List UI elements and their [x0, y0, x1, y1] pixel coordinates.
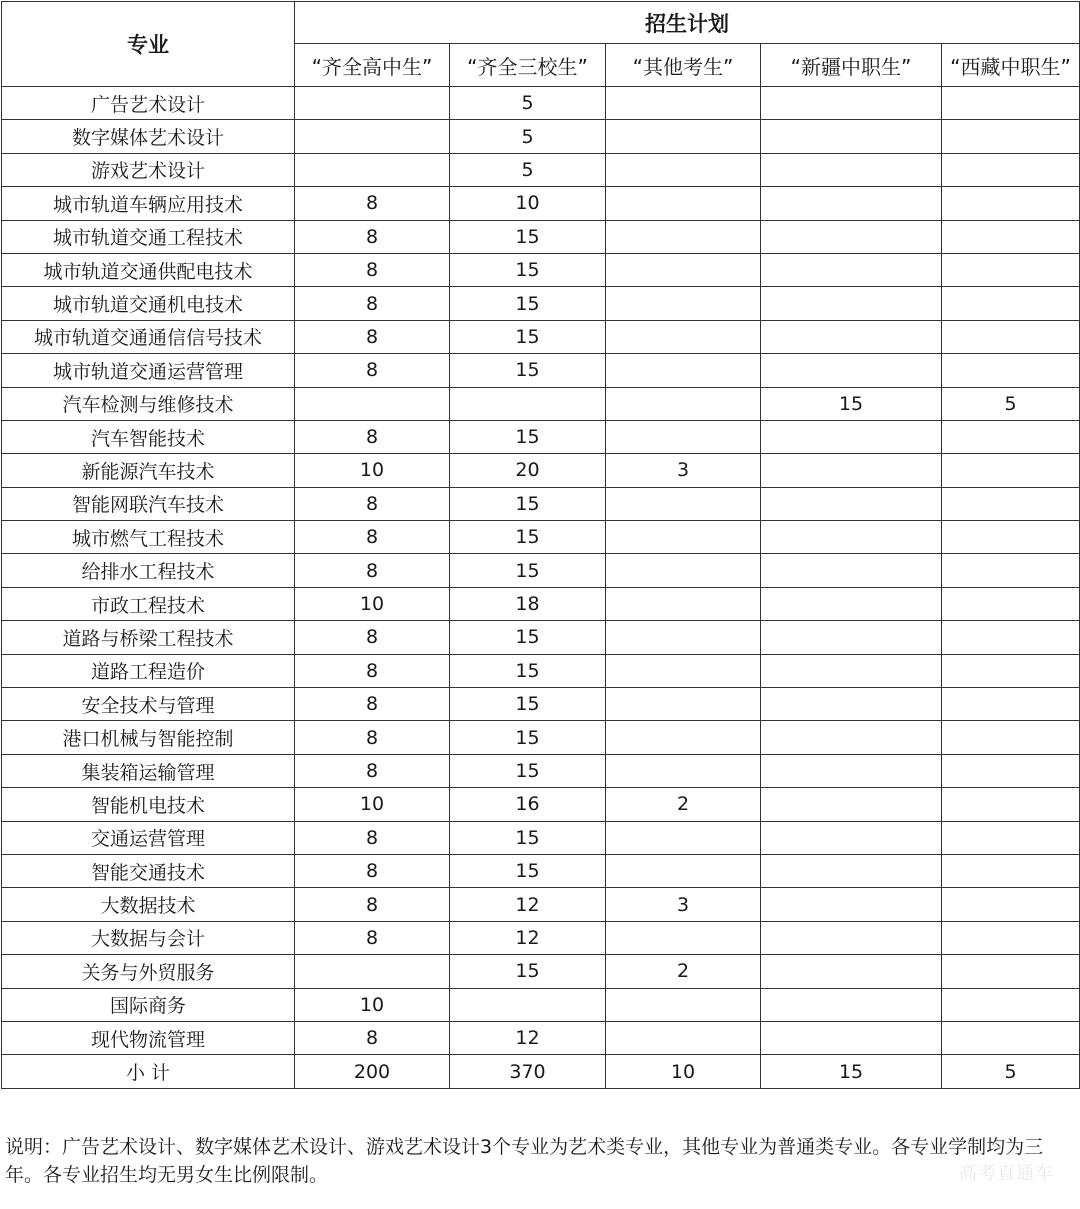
major-cell: 市政工程技术 — [2, 587, 295, 620]
table-row — [2, 888, 1080, 921]
value-cell — [606, 754, 761, 787]
value-cell — [761, 921, 942, 954]
value-cell: 12 — [450, 921, 606, 954]
value-cell — [942, 87, 1080, 120]
value-cell — [606, 253, 761, 286]
value-cell — [942, 788, 1080, 821]
value-cell — [942, 1021, 1080, 1054]
value-cell: 8 — [295, 721, 450, 754]
value-cell: 15 — [450, 554, 606, 587]
value-cell — [761, 521, 942, 554]
value-cell — [606, 988, 761, 1021]
value-cell — [606, 921, 761, 954]
value-cell — [761, 220, 942, 253]
value-cell: 15 — [450, 854, 606, 887]
value-cell — [606, 220, 761, 253]
value-cell: 15 — [450, 487, 606, 520]
value-cell — [942, 420, 1080, 453]
enrollment-plan-group-header: 招生计划 — [295, 2, 1080, 44]
value-cell: 8 — [295, 888, 450, 921]
value-cell — [450, 988, 606, 1021]
value-cell: 15 — [450, 320, 606, 353]
value-cell — [606, 287, 761, 320]
subtotal-row — [2, 1055, 1080, 1089]
value-cell — [761, 354, 942, 387]
value-cell: 15 — [450, 420, 606, 453]
major-cell: 智能机电技术 — [2, 788, 295, 821]
major-cell: 城市轨道交通供配电技术 — [2, 253, 295, 286]
value-cell — [606, 354, 761, 387]
major-cell: 给排水工程技术 — [2, 554, 295, 587]
value-cell — [761, 854, 942, 887]
value-cell: 15 — [450, 821, 606, 854]
major-cell: 城市轨道交通机电技术 — [2, 287, 295, 320]
value-cell: 8 — [295, 654, 450, 687]
table-body — [2, 87, 1080, 1089]
value-cell — [761, 320, 942, 353]
value-cell: 8 — [295, 621, 450, 654]
value-cell: 8 — [295, 220, 450, 253]
value-cell: 15 — [450, 754, 606, 787]
column-header-other-candidates: “其他考生” — [606, 44, 761, 87]
value-cell — [606, 821, 761, 854]
table-row — [2, 220, 1080, 253]
value-cell: 15 — [761, 387, 942, 420]
value-cell — [761, 721, 942, 754]
major-cell: 城市轨道车辆应用技术 — [2, 187, 295, 220]
table-row — [2, 821, 1080, 854]
table-row — [2, 955, 1080, 988]
value-cell: 15 — [450, 621, 606, 654]
value-cell — [942, 888, 1080, 921]
value-cell: 8 — [295, 253, 450, 286]
table-row — [2, 788, 1080, 821]
value-cell — [606, 554, 761, 587]
value-cell: 10 — [295, 587, 450, 620]
value-cell: 20 — [450, 454, 606, 487]
value-cell — [942, 587, 1080, 620]
value-cell — [606, 187, 761, 220]
value-cell — [761, 888, 942, 921]
value-cell: 15 — [450, 354, 606, 387]
table-row — [2, 988, 1080, 1021]
value-cell: 8 — [295, 754, 450, 787]
table-row — [2, 420, 1080, 453]
table-row — [2, 153, 1080, 186]
value-cell — [761, 287, 942, 320]
major-cell: 游戏艺术设计 — [2, 153, 295, 186]
major-cell: 道路工程造价 — [2, 654, 295, 687]
value-cell — [942, 354, 1080, 387]
value-cell: 8 — [295, 554, 450, 587]
value-cell: 5 — [450, 153, 606, 186]
major-cell: 港口机械与智能控制 — [2, 721, 295, 754]
major-cell: 城市轨道交通通信信号技术 — [2, 320, 295, 353]
value-cell: 5 — [450, 87, 606, 120]
value-cell: 10 — [450, 187, 606, 220]
watermark-text: 高考直通车 — [959, 1163, 1054, 1184]
major-cell: 数字媒体艺术设计 — [2, 120, 295, 153]
table-row — [2, 253, 1080, 286]
value-cell — [761, 955, 942, 988]
table-row — [2, 554, 1080, 587]
explanation-note: 说明：广告艺术设计、数字媒体艺术设计、游戏艺术设计3个专业为艺术类专业，其他专业为普通类专业。各专业学制均为三年。各专业招生均无男女生比例限制。 — [5, 1136, 1044, 1186]
value-cell — [761, 487, 942, 520]
value-cell — [761, 621, 942, 654]
value-cell: 3 — [606, 888, 761, 921]
major-cell: 智能网联汽车技术 — [2, 487, 295, 520]
major-cell: 新能源汽车技术 — [2, 454, 295, 487]
subtotal-value: 5 — [942, 1055, 1080, 1089]
value-cell — [295, 87, 450, 120]
value-cell: 2 — [606, 788, 761, 821]
value-cell — [942, 688, 1080, 721]
value-cell — [606, 621, 761, 654]
value-cell: 15 — [450, 521, 606, 554]
table-row — [2, 721, 1080, 754]
major-cell: 安全技术与管理 — [2, 688, 295, 721]
value-cell: 15 — [450, 721, 606, 754]
value-cell — [761, 688, 942, 721]
value-cell — [761, 120, 942, 153]
value-cell — [942, 187, 1080, 220]
value-cell — [942, 554, 1080, 587]
value-cell — [295, 955, 450, 988]
value-cell — [942, 754, 1080, 787]
value-cell: 10 — [295, 988, 450, 1021]
value-cell — [761, 87, 942, 120]
value-cell — [606, 87, 761, 120]
value-cell — [942, 253, 1080, 286]
major-cell: 集装箱运输管理 — [2, 754, 295, 787]
major-cell: 城市轨道交通运营管理 — [2, 354, 295, 387]
value-cell — [942, 854, 1080, 887]
value-cell — [606, 1021, 761, 1054]
table-row — [2, 287, 1080, 320]
value-cell: 5 — [942, 387, 1080, 420]
value-cell — [761, 1021, 942, 1054]
value-cell — [606, 854, 761, 887]
value-cell — [761, 253, 942, 286]
value-cell: 8 — [295, 921, 450, 954]
value-cell — [761, 420, 942, 453]
value-cell — [942, 921, 1080, 954]
table-row — [2, 654, 1080, 687]
value-cell: 8 — [295, 688, 450, 721]
value-cell: 15 — [450, 654, 606, 687]
major-cell: 道路与桥梁工程技术 — [2, 621, 295, 654]
value-cell — [942, 955, 1080, 988]
value-cell — [942, 153, 1080, 186]
table-row — [2, 754, 1080, 787]
value-cell: 15 — [450, 955, 606, 988]
subtotal-value: 370 — [450, 1055, 606, 1089]
value-cell — [761, 821, 942, 854]
value-cell — [606, 153, 761, 186]
value-cell — [606, 587, 761, 620]
value-cell: 8 — [295, 354, 450, 387]
value-cell — [606, 487, 761, 520]
value-cell — [942, 821, 1080, 854]
column-header-qiquan-high-school: “齐全高中生” — [295, 44, 450, 87]
value-cell: 2 — [606, 955, 761, 988]
value-cell — [942, 721, 1080, 754]
table-header-row — [2, 2, 1080, 44]
value-cell: 5 — [450, 120, 606, 153]
value-cell — [942, 454, 1080, 487]
value-cell — [761, 554, 942, 587]
value-cell — [606, 521, 761, 554]
major-cell: 交通运营管理 — [2, 821, 295, 854]
value-cell — [295, 120, 450, 153]
major-cell: 大数据与会计 — [2, 921, 295, 954]
subtotal-value: 15 — [761, 1055, 942, 1089]
value-cell: 10 — [295, 454, 450, 487]
value-cell: 15 — [450, 688, 606, 721]
value-cell — [295, 387, 450, 420]
value-cell — [942, 654, 1080, 687]
value-cell: 8 — [295, 420, 450, 453]
value-cell — [606, 420, 761, 453]
value-cell — [606, 688, 761, 721]
value-cell — [942, 988, 1080, 1021]
table-row — [2, 320, 1080, 353]
major-cell: 城市燃气工程技术 — [2, 521, 295, 554]
table-row — [2, 1021, 1080, 1054]
value-cell — [942, 320, 1080, 353]
value-cell: 8 — [295, 287, 450, 320]
subtotal-label: 小 计 — [2, 1055, 295, 1089]
value-cell — [761, 754, 942, 787]
value-cell — [761, 153, 942, 186]
major-cell: 大数据技术 — [2, 888, 295, 921]
table-row — [2, 921, 1080, 954]
major-column-header: 专业 — [2, 2, 295, 87]
value-cell — [606, 387, 761, 420]
table-row — [2, 688, 1080, 721]
value-cell — [942, 120, 1080, 153]
column-header-xinjiang-vocational: “新疆中职生” — [761, 44, 942, 87]
major-cell: 广告艺术设计 — [2, 87, 295, 120]
value-cell — [761, 187, 942, 220]
value-cell: 8 — [295, 487, 450, 520]
value-cell: 18 — [450, 587, 606, 620]
table-row — [2, 487, 1080, 520]
table-row — [2, 87, 1080, 120]
value-cell: 8 — [295, 320, 450, 353]
table-row — [2, 587, 1080, 620]
major-cell: 国际商务 — [2, 988, 295, 1021]
table-row — [2, 454, 1080, 487]
value-cell — [942, 521, 1080, 554]
subtotal-value: 10 — [606, 1055, 761, 1089]
table-row — [2, 521, 1080, 554]
value-cell — [942, 621, 1080, 654]
value-cell: 3 — [606, 454, 761, 487]
value-cell — [761, 587, 942, 620]
table-row — [2, 354, 1080, 387]
value-cell — [295, 153, 450, 186]
subtotal-value: 200 — [295, 1055, 450, 1089]
value-cell: 8 — [295, 521, 450, 554]
value-cell: 8 — [295, 1021, 450, 1054]
value-cell: 8 — [295, 187, 450, 220]
value-cell — [606, 320, 761, 353]
value-cell — [606, 721, 761, 754]
table-row — [2, 187, 1080, 220]
value-cell: 16 — [450, 788, 606, 821]
value-cell — [606, 120, 761, 153]
major-cell: 城市轨道交通工程技术 — [2, 220, 295, 253]
value-cell: 12 — [450, 1021, 606, 1054]
value-cell — [761, 454, 942, 487]
column-header-qiquan-three-schools: “齐全三校生” — [450, 44, 606, 87]
value-cell — [761, 654, 942, 687]
value-cell — [606, 654, 761, 687]
major-cell: 汽车检测与维修技术 — [2, 387, 295, 420]
major-cell: 智能交通技术 — [2, 854, 295, 887]
value-cell — [942, 487, 1080, 520]
value-cell — [942, 287, 1080, 320]
value-cell: 12 — [450, 888, 606, 921]
value-cell — [942, 220, 1080, 253]
table-row — [2, 854, 1080, 887]
value-cell: 8 — [295, 854, 450, 887]
value-cell — [450, 387, 606, 420]
major-cell: 关务与外贸服务 — [2, 955, 295, 988]
value-cell: 15 — [450, 220, 606, 253]
column-header-tibet-vocational: “西藏中职生” — [942, 44, 1080, 87]
major-cell: 现代物流管理 — [2, 1021, 295, 1054]
value-cell: 8 — [295, 821, 450, 854]
value-cell — [761, 988, 942, 1021]
enrollment-plan-table — [1, 1, 1080, 1089]
major-cell: 汽车智能技术 — [2, 420, 295, 453]
table-row — [2, 387, 1080, 420]
value-cell — [761, 788, 942, 821]
table-row — [2, 120, 1080, 153]
value-cell: 10 — [295, 788, 450, 821]
value-cell: 15 — [450, 253, 606, 286]
value-cell: 15 — [450, 287, 606, 320]
table-row — [2, 621, 1080, 654]
